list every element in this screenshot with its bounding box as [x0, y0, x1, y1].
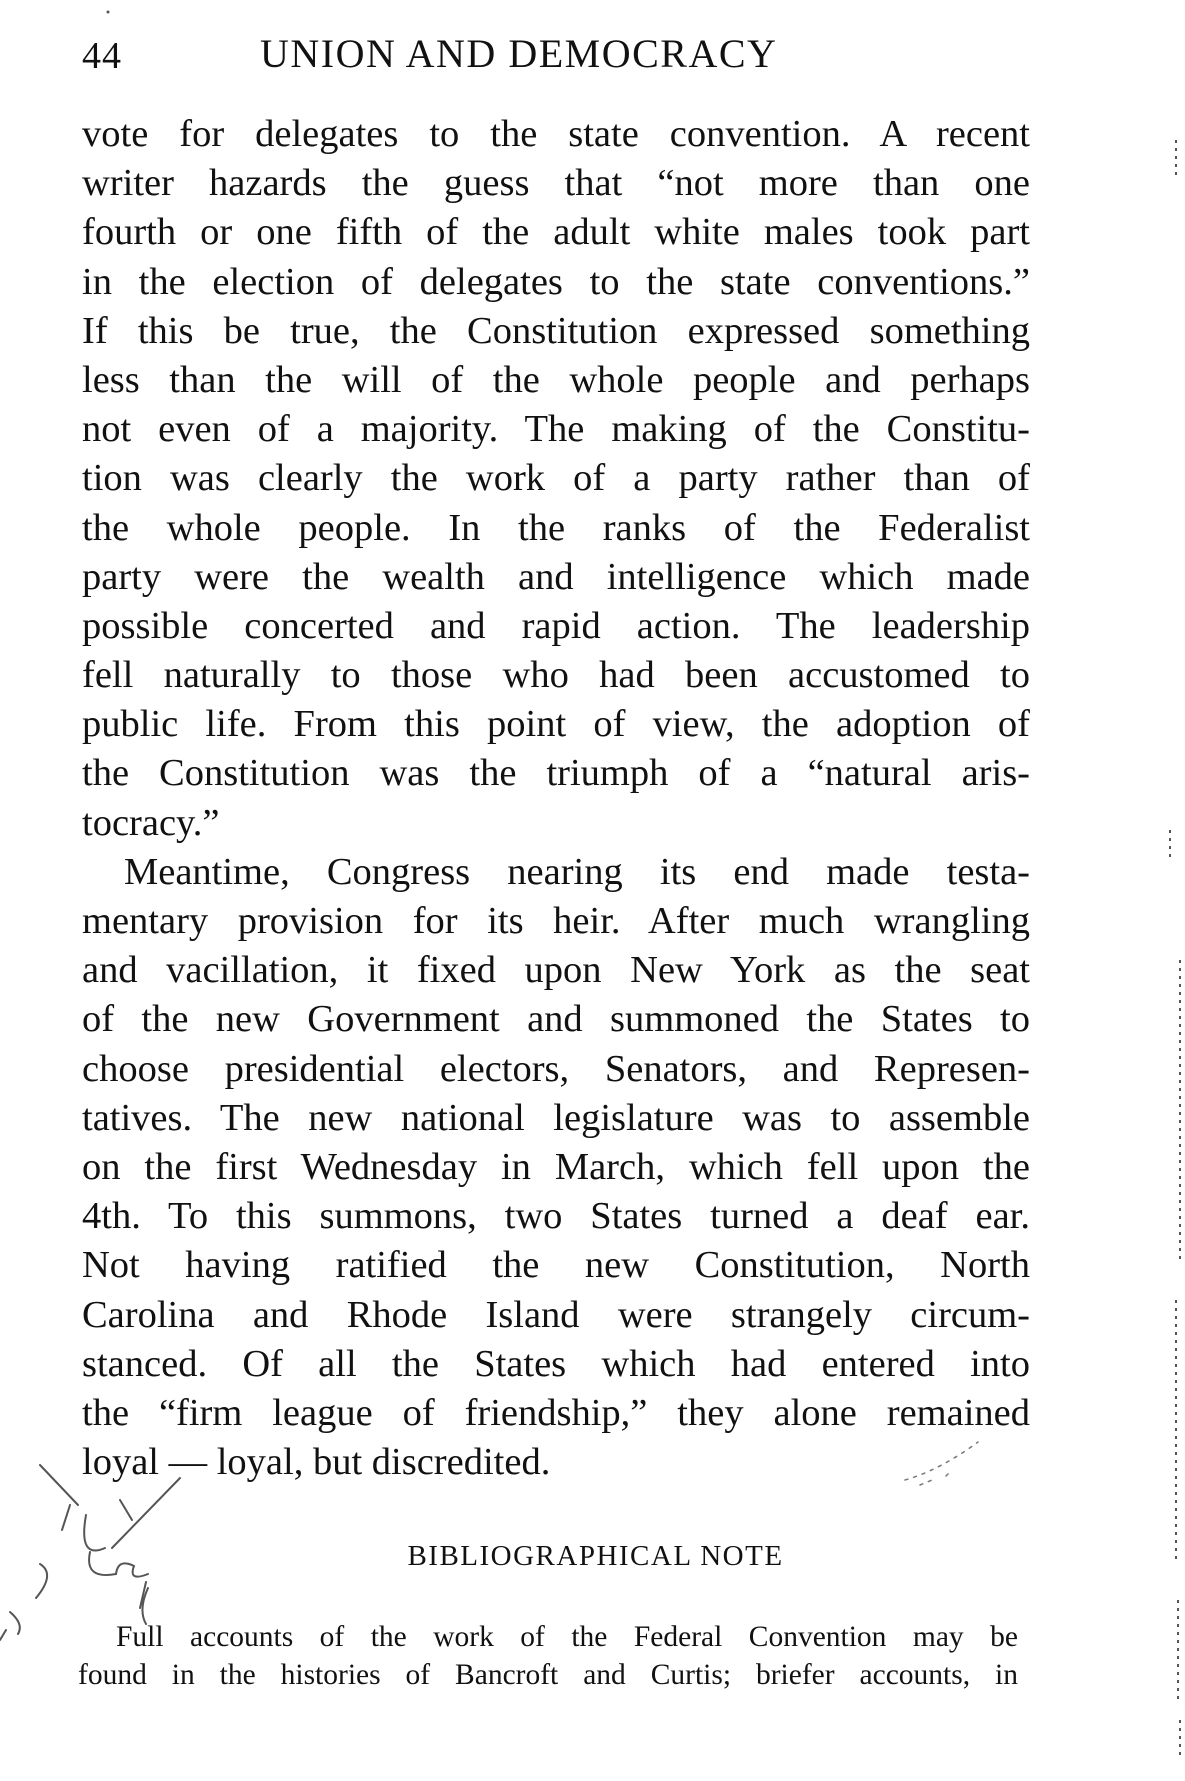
paragraph-2: [82, 848, 1030, 1487]
text-line: the whole people. In the ranks of the Federalist: [82, 506, 1030, 549]
note-line: Full accounts of the work of the Federal Convention may be: [116, 1621, 1018, 1653]
text-line: party were the wealth and intelligence which made: [82, 555, 1030, 598]
text-line: less than the will of the whole people and perhaps: [82, 358, 1030, 401]
text-line: fell naturally to those who had been accustomed to: [82, 654, 1030, 697]
paragraph-1: [82, 110, 1030, 848]
body-text: [82, 110, 1030, 1487]
text-line: Carolina and Rhode Island were strangely circum-: [82, 1293, 1030, 1336]
text-line: Not having ratified the new Constitution, North: [82, 1244, 1030, 1287]
running-title: UNION AND DEMOCRACY: [260, 31, 778, 76]
text-line: vote for delegates to the state convention. A recent: [82, 113, 1030, 155]
text-line: stanced. Of all the States which had entered into: [82, 1342, 1030, 1385]
text-line: in the election of delegates to the state conventions.”: [82, 260, 1030, 303]
bibliography-text: [78, 1618, 1018, 1694]
text-line: the Constitution was the triumph of a “natural aris-: [82, 752, 1030, 795]
text-line: choose presidential electors, Senators, and Represen-: [82, 1047, 1030, 1090]
text-line: of the new Government and summoned the States to: [82, 998, 1030, 1041]
page-number: 44: [82, 35, 122, 77]
text-line: 4th. To this summons, two States turned a deaf ear.: [82, 1195, 1030, 1238]
text-line: tocracy.”: [82, 801, 220, 844]
running-head: [82, 30, 1032, 86]
text-line: fourth or one fifth of the adult white males took part: [82, 211, 1030, 254]
text-line: Meantime, Congress nearing its end made testa-: [124, 850, 1030, 893]
note-line: found in the histories of Bancroft and Curtis; briefer accounts, in: [78, 1659, 1018, 1691]
text-line: loyal — loyal, but discredited.: [82, 1441, 551, 1484]
scan-edge-icon: [1170, 140, 1180, 1760]
text-line: tion was clearly the work of a party rather than of: [82, 457, 1030, 500]
text-line: the “firm league of friendship,” they alone remained: [82, 1391, 1030, 1434]
text-line: on the first Wednesday in March, which fell upon the: [82, 1145, 1030, 1188]
dust-speck-icon: [107, 11, 110, 14]
text-line: mentary provision for its heir. After much wrangling: [82, 900, 1030, 942]
text-line: possible concerted and rapid action. The leadership: [82, 604, 1030, 647]
text-line: and vacillation, it fixed upon New York as the seat: [82, 949, 1030, 992]
bibliography-heading: [0, 1540, 1185, 1573]
text-line: not even of a majority. The making of the Constitu-: [82, 408, 1030, 451]
text-line: If this be true, the Constitution expressed something: [82, 309, 1030, 352]
text-line: public life. From this point of view, the adoption of: [82, 703, 1030, 746]
bibliography-heading-text: BIBLIOGRAPHICAL NOTE: [407, 1540, 784, 1572]
text-line: tatives. The new national legislature was to assemble: [82, 1096, 1030, 1139]
text-line: writer hazards the guess that “not more than one: [82, 162, 1030, 205]
